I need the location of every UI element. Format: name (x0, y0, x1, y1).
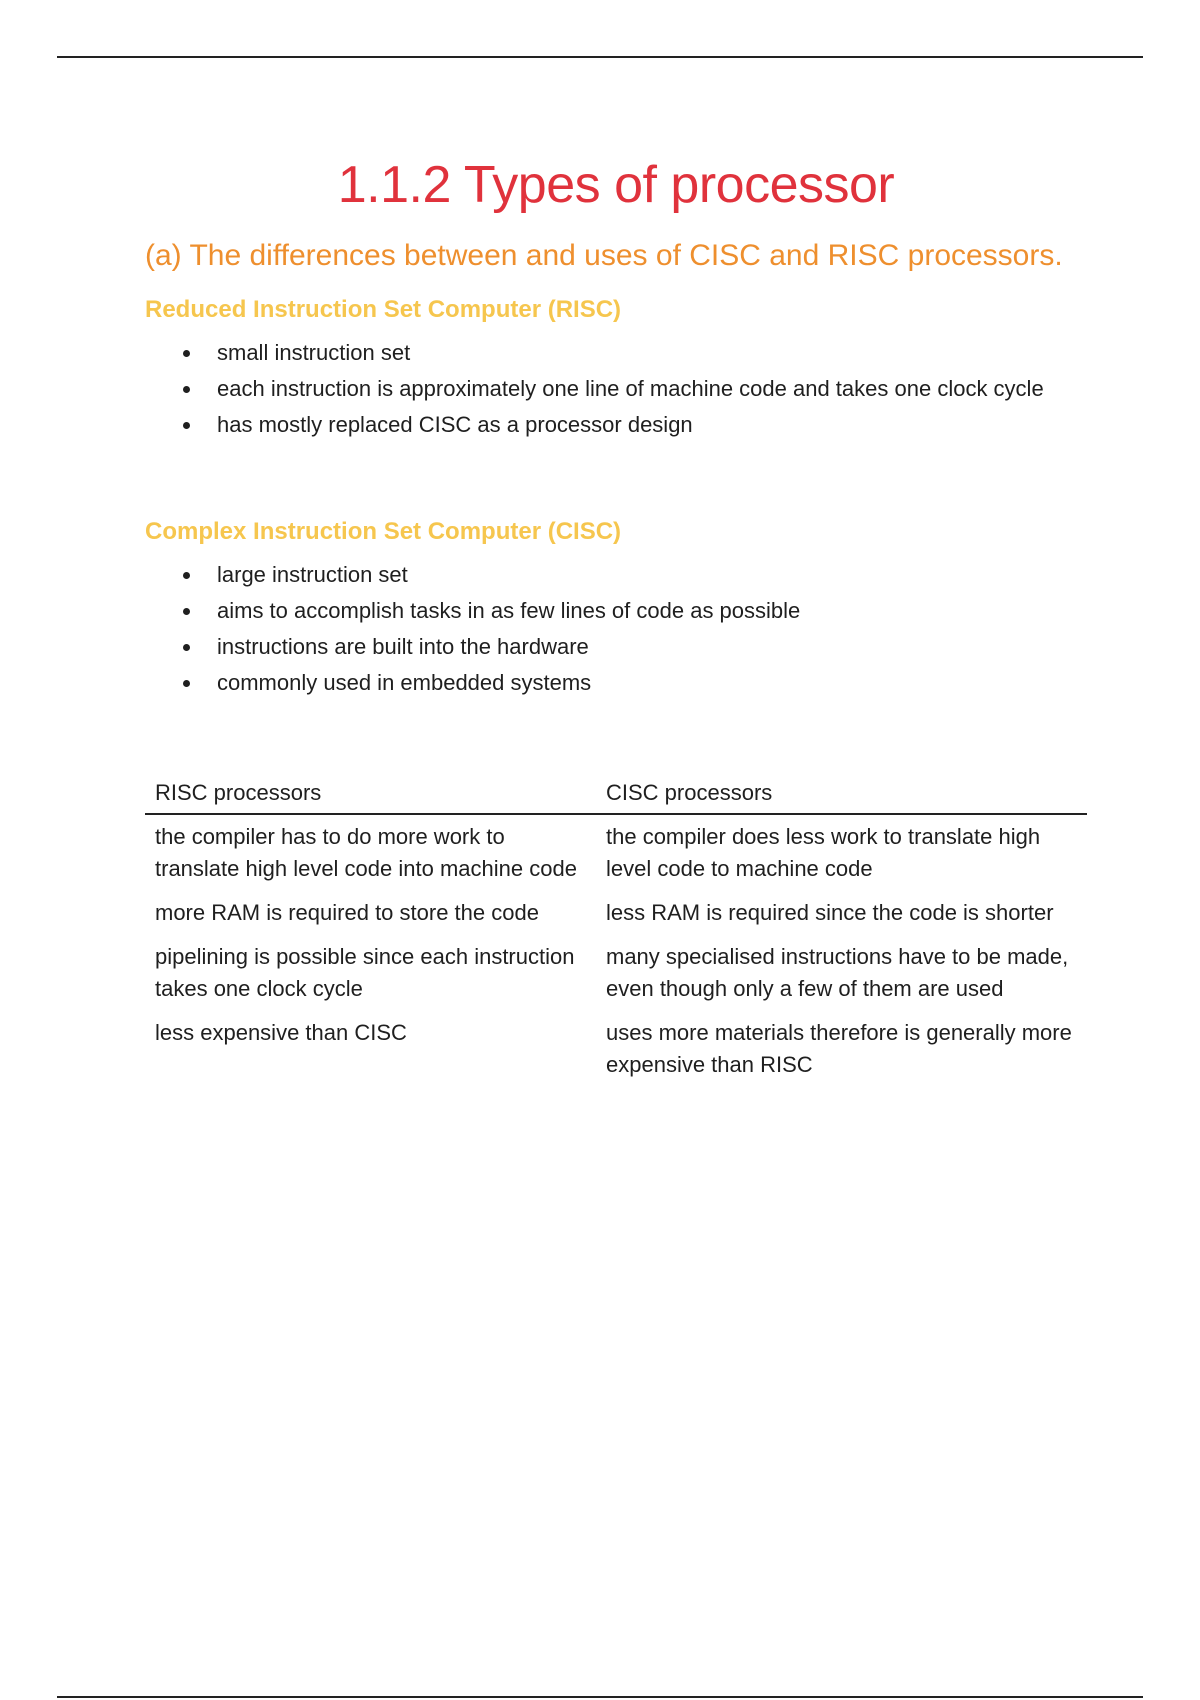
table-cell: the compiler has to do more work to translate high level code into machine code (155, 824, 577, 881)
cisc-heading: Complex Instruction Set Computer (CISC) (145, 518, 622, 545)
cisc-bullet-list (145, 559, 1087, 699)
list-item-text: aims to accomplish tasks in as few lines of code as possible (217, 598, 801, 623)
list-item (145, 559, 1087, 591)
table-row (145, 814, 1087, 891)
bullet-icon (183, 680, 190, 687)
bullet-icon (183, 350, 190, 357)
table-cell: pipelining is possible since each instruction takes one clock cycle (155, 944, 575, 1001)
page-title: 1.1.2 Types of processor (337, 156, 895, 214)
list-item (145, 631, 1087, 663)
table-cell: uses more materials therefore is generally more expensive than RISC (606, 1020, 1072, 1077)
table-cell: less expensive than CISC (155, 1020, 407, 1045)
table-cell: the compiler does less work to translate high level code to machine code (606, 824, 1041, 881)
bottom-rule (57, 1696, 1143, 1698)
risc-bullet-list (145, 337, 1087, 441)
list-item (145, 373, 1087, 405)
risc-heading: Reduced Instruction Set Computer (RISC) (145, 296, 622, 323)
column-header-risc: RISC processors (145, 775, 596, 814)
list-item (145, 337, 1087, 369)
bullet-icon (183, 608, 190, 615)
page-subtitle: (a) The differences between and uses of CISC and RISC processors. (145, 239, 1063, 272)
bullet-icon (183, 386, 190, 393)
list-item-text: instructions are built into the hardware (217, 634, 589, 659)
column-header-cisc: CISC processors (596, 775, 1087, 814)
table-row (145, 1011, 1087, 1087)
document-content (145, 150, 1087, 1087)
list-item-text: each instruction is approximately one line of machine code and takes one clock cycle (217, 376, 1044, 401)
list-item (145, 595, 1087, 627)
bullet-icon (183, 422, 190, 429)
comparison-table (145, 775, 1087, 1087)
list-item-text: commonly used in embedded systems (217, 670, 592, 695)
table-cell: more RAM is required to store the code (155, 900, 539, 925)
table-cell: less RAM is required since the code is shorter (606, 900, 1054, 925)
bullet-icon (183, 572, 190, 579)
top-rule (57, 56, 1143, 58)
bullet-icon (183, 644, 190, 651)
list-item-text: small instruction set (217, 340, 411, 365)
list-item (145, 409, 1087, 441)
list-item-text: large instruction set (217, 562, 408, 587)
list-item (145, 667, 1087, 699)
list-item-text: has mostly replaced CISC as a processor design (217, 412, 693, 437)
table-row (145, 891, 1087, 935)
table-header-row (145, 775, 1087, 814)
table-row (145, 935, 1087, 1011)
table-cell: many specialised instructions have to be made, even though only a few of them are used (606, 944, 1069, 1001)
